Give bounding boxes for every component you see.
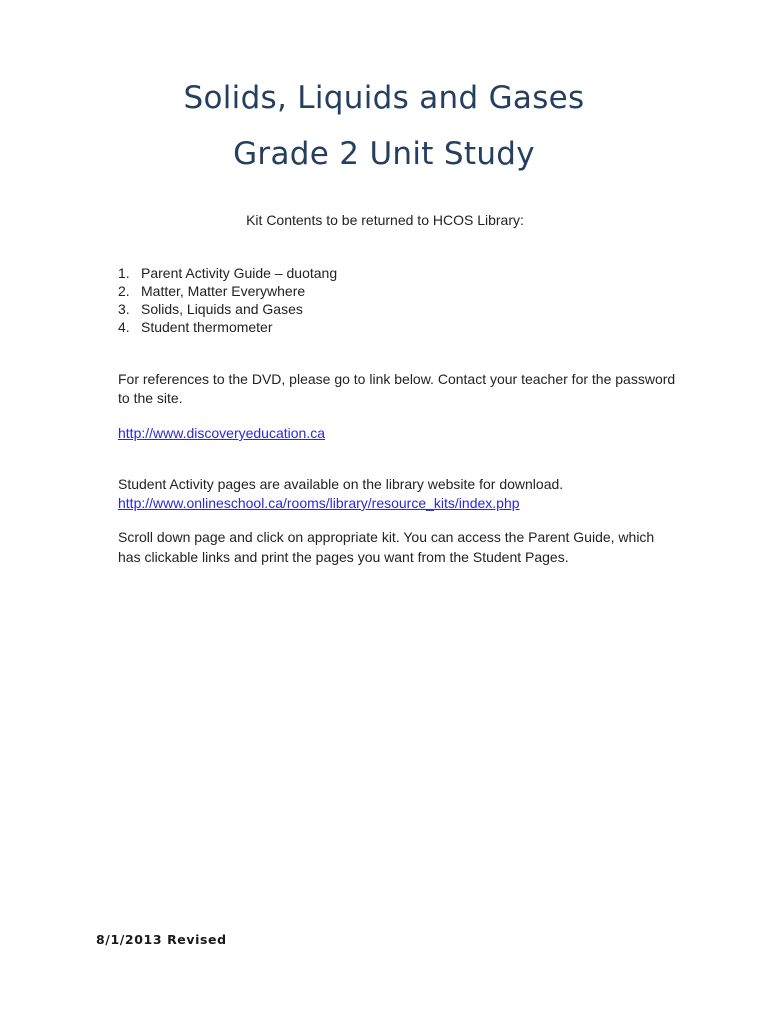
revision-footer: 8/1/2013 Revised: [96, 932, 227, 947]
list-item: [118, 318, 337, 336]
kit-contents-list: [118, 264, 337, 336]
resource-kits-link[interactable]: http://www.onlineschool.ca/rooms/library/resource_kits/index.php: [118, 495, 520, 511]
discovery-education-link[interactable]: http://www.discoveryeducation.ca: [118, 425, 325, 441]
dvd-instructions: For references to the DVD, please go to link below. Contact your teacher for the password to the site.: [118, 371, 676, 406]
document-title: Solids, Liquids and Gases: [183, 80, 585, 116]
activity-pages-text: Student Activity pages are available on the library website for download.: [118, 476, 564, 492]
document-subtitle: Grade 2 Unit Study: [233, 136, 535, 172]
kit-contents-heading: Kit Contents to be returned to HCOS Library:: [246, 212, 524, 228]
list-item-text: Matter, Matter Everywhere: [141, 283, 306, 299]
activity-pages-paragraph: [118, 475, 678, 513]
discovery-link-paragraph: [118, 424, 678, 443]
scroll-instructions: Scroll down page and click on appropriate kit. You can access the Parent Guide, which has clickable links and print the pages you want from the Student Pages.: [118, 529, 655, 565]
list-item-number: 1.: [118, 265, 130, 281]
list-item: [118, 264, 337, 282]
list-item: [118, 300, 337, 318]
list-item-text: Parent Activity Guide – duotang: [141, 265, 338, 281]
list-item: [118, 282, 337, 300]
list-item-number: 3.: [118, 301, 130, 317]
list-item-number: 2.: [118, 283, 130, 299]
list-item-number: 4.: [118, 319, 130, 335]
list-item-text: Solids, Liquids and Gases: [141, 301, 303, 317]
list-item-text: Student thermometer: [141, 319, 273, 335]
